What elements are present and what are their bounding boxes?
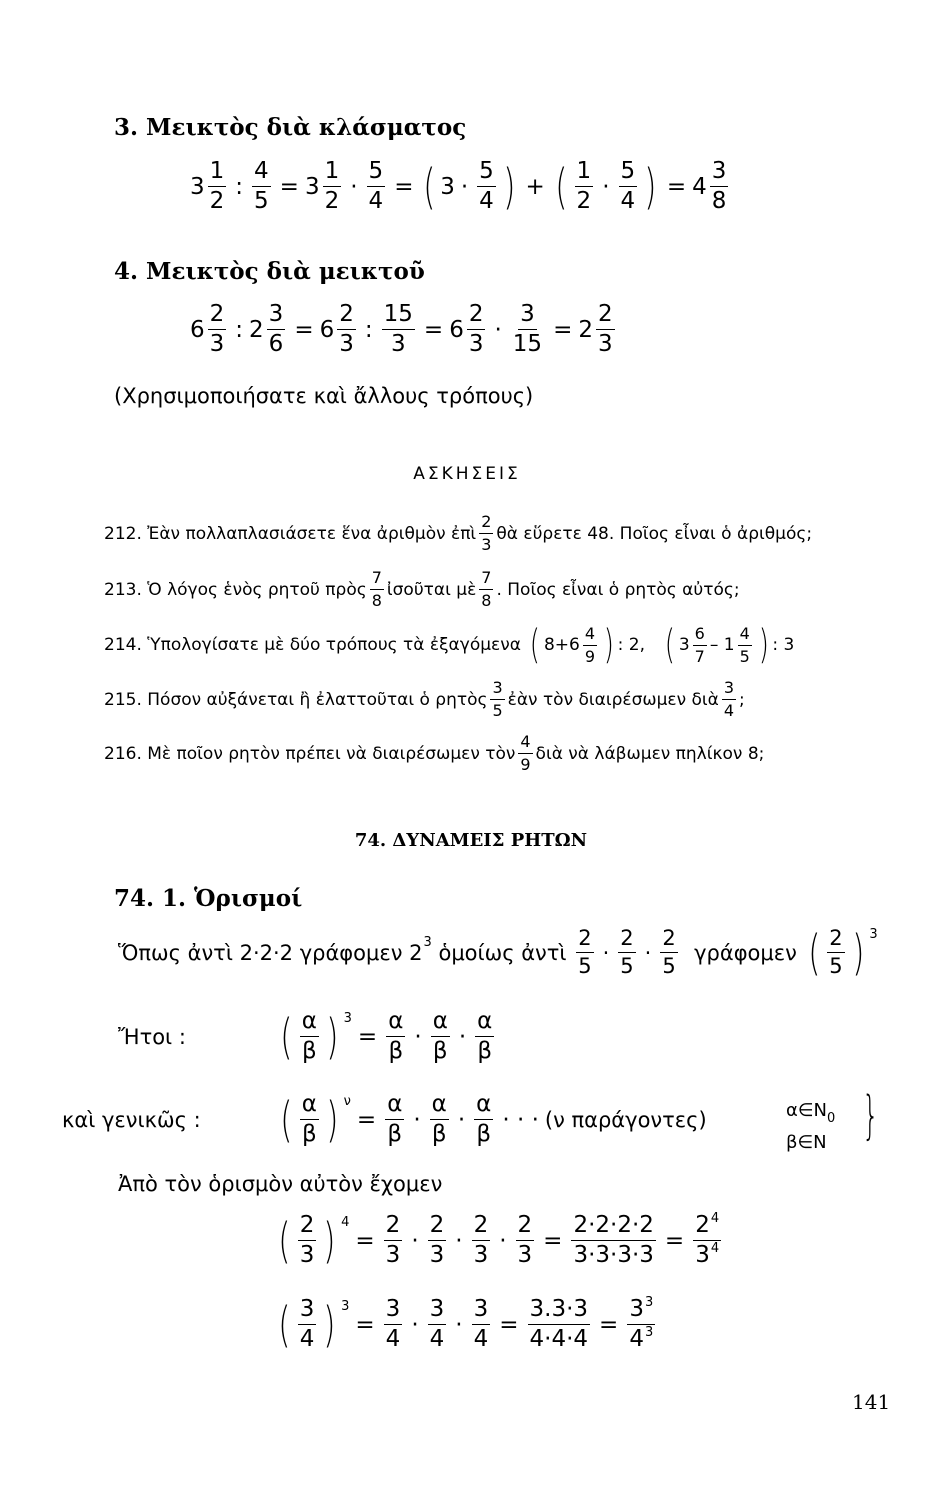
- fraction: $\frac{\alpha}{\beta}$: [432, 1008, 448, 1064]
- equals-sign: =: [394, 173, 414, 200]
- whole-number: 6: [449, 316, 464, 343]
- fraction: $\frac{5}{4}$: [620, 158, 636, 214]
- operator: :: [235, 316, 244, 343]
- fraction: $\frac{2}{3}$: [299, 1212, 315, 1268]
- definition-line: [118, 924, 878, 981]
- equals-sign: =: [664, 1227, 685, 1254]
- equals-sign: =: [423, 316, 444, 343]
- fraction: $\frac{\alpha}{\beta}$: [301, 1091, 317, 1147]
- fraction: $\frac{\alpha}{\beta}$: [476, 1091, 492, 1147]
- equation-mixed-by-mixed: [190, 303, 618, 356]
- general-equation: [62, 1093, 707, 1146]
- example-two-thirds-fourth: [274, 1211, 724, 1269]
- condition-alpha: $\alpha\in N_0$: [786, 1100, 836, 1126]
- fraction: $\frac{2}{3}$: [481, 512, 492, 554]
- section-74-1-title: 74. 1. Ὁρισμοί: [114, 885, 303, 912]
- whole-number: 2: [249, 316, 264, 343]
- fraction: $\frac{15}{3}$: [383, 301, 413, 357]
- fraction: $\frac{3}{6}$: [268, 301, 284, 357]
- fraction: $\frac{3}{4}$: [385, 1296, 401, 1352]
- fraction: $\frac{3}{4}$: [473, 1296, 489, 1352]
- fraction: $\frac{7}{8}$: [481, 568, 492, 610]
- fraction: $\frac{2}{5}$: [662, 926, 676, 978]
- fraction: $\frac{2}{5}$: [578, 926, 592, 978]
- fraction: $\frac{\alpha}{\beta}$: [431, 1091, 447, 1147]
- right-brace: }: [862, 1086, 879, 1146]
- operator: ·: [457, 1106, 466, 1133]
- number: 3: [440, 173, 455, 200]
- equals-sign: =: [357, 1023, 378, 1050]
- fraction: $\frac{\alpha}{\beta}$: [387, 1091, 403, 1147]
- operator: ·: [602, 173, 610, 200]
- fraction: $\frac{2\cdot 2\cdot 2\cdot 2}{3\cdot 3\cdot 3\cdot 3}$: [573, 1212, 654, 1268]
- operator: :: [235, 173, 244, 200]
- exercise-text: Πόσον αὐξάνεται ἢ ἐλαττοῦται ὁ ρητὸς: [147, 689, 488, 710]
- hitoi-label: Ἤτοι :: [118, 1024, 186, 1049]
- hitoi-equation: [118, 1010, 497, 1063]
- fraction: $\frac{5}{4}$: [479, 158, 494, 214]
- general-label: καὶ γενικῶς :: [62, 1107, 201, 1132]
- from-definition-text: Ἀπὸ τὸν ὁρισμὸν αὐτὸν ἔχομεν: [118, 1172, 443, 1196]
- whole-number: 2: [578, 316, 593, 343]
- operator: ·: [411, 1311, 419, 1338]
- exercise-text: ;: [739, 689, 745, 710]
- exercise-text: Μὲ ποῖον ρητὸν πρέπει νὰ διαιρέσωμεν τὸν: [147, 743, 516, 764]
- fraction: $\frac{4}{9}$: [520, 732, 531, 774]
- exercise-text: διὰ νὰ λάβωμεν πηλίκον 8;: [535, 743, 765, 764]
- conditions: [786, 1096, 835, 1158]
- operator: ·: [499, 1227, 507, 1254]
- fraction: $\frac{3}{8}$: [711, 158, 727, 214]
- left-paren: (: [555, 158, 568, 215]
- fraction: $\frac{3.3\cdot 3}{4\cdot 4\cdot 4}$: [529, 1296, 589, 1352]
- whole-number: 3: [190, 173, 205, 200]
- left-paren: (: [280, 1008, 293, 1065]
- operator: +: [525, 173, 545, 200]
- operator: ·: [460, 173, 469, 200]
- fraction: $\frac{7}{8}$: [371, 568, 382, 610]
- definition-text: γράφομεν: [694, 940, 797, 965]
- equals-sign: =: [553, 316, 573, 343]
- right-paren: ): [603, 622, 614, 668]
- operator: ·: [455, 1227, 463, 1254]
- left-paren: (: [280, 1091, 293, 1148]
- section-4-title: 4. Μεικτὸς διὰ μεικτοῦ: [114, 258, 425, 285]
- exercise-number: 213.: [104, 579, 142, 600]
- expression: 3: [678, 635, 690, 655]
- fraction: $\frac{2}{3}$: [597, 301, 613, 357]
- equals-sign: =: [355, 1311, 375, 1338]
- left-paren: (: [807, 924, 820, 981]
- equals-sign: =: [279, 173, 299, 200]
- right-paren: ): [758, 622, 769, 668]
- fraction: $\frac{2}{3}$: [385, 1212, 401, 1268]
- exercise-216: [104, 734, 764, 773]
- exercise-text: Ἐὰν πολλαπλασιάσετε ἕνα ἀριθμὸν ἐπὶ: [147, 523, 477, 544]
- ellipsis: · · ·: [502, 1106, 539, 1133]
- fraction: $\frac{1}{2}$: [324, 158, 340, 214]
- definition-text: Ὅπως ἀντὶ 2·2·2 γράφομεν 2: [118, 940, 423, 965]
- exercise-214: [104, 622, 795, 668]
- operator: ·: [458, 1023, 467, 1050]
- expression: – 1: [709, 635, 735, 655]
- expression: : 2,: [617, 635, 645, 655]
- left-paren: (: [664, 622, 676, 668]
- whole-number: 3: [304, 173, 320, 200]
- operator: :: [364, 316, 373, 343]
- exercise-text: θὰ εὕρετε 48. Ποῖος εἶναι ὁ ἀριθμός;: [496, 523, 813, 544]
- operator: ·: [414, 1023, 422, 1050]
- chapter-74-title: 74. ΔΥΝΑΜΕΙΣ ΡΗΤΩΝ: [354, 830, 588, 851]
- equals-sign: =: [355, 1227, 375, 1254]
- exercise-number: 215.: [104, 689, 142, 710]
- operator: ·: [494, 316, 502, 343]
- exponent: 3: [343, 1011, 352, 1026]
- exercise-number: 212.: [104, 523, 142, 544]
- right-paren: ): [326, 1091, 339, 1148]
- operator: ·: [411, 1227, 419, 1254]
- right-paren: ): [326, 1008, 339, 1065]
- equals-sign: =: [666, 173, 687, 200]
- fraction: $\frac{4}{5}$: [739, 623, 750, 666]
- fraction: $\frac{1}{2}$: [576, 158, 592, 214]
- page-number-text: 141: [852, 1390, 891, 1414]
- section-74-1-heading: [114, 885, 302, 912]
- fraction: $\frac{3}{15}$: [512, 301, 543, 357]
- equals-sign: =: [599, 1311, 619, 1338]
- section-4-heading: [114, 258, 425, 285]
- factors-note: (ν παράγοντες): [544, 1107, 707, 1132]
- page-number: [852, 1390, 890, 1414]
- right-paren: ): [323, 1296, 336, 1353]
- equals-sign: =: [356, 1106, 377, 1133]
- exercises-heading: [0, 464, 938, 484]
- exercise-number: 216.: [104, 743, 142, 764]
- fraction: $\frac{6}{7}$: [694, 623, 705, 666]
- fraction: $\frac{2}{5}$: [829, 926, 843, 978]
- fraction: $\frac{3}{4}$: [723, 678, 735, 720]
- fraction: $\frac{3}{4}$: [429, 1296, 445, 1352]
- left-paren: (: [278, 1296, 291, 1353]
- operator: ·: [602, 940, 610, 965]
- fraction: $\frac{4}{9}$: [584, 623, 596, 666]
- fraction: $\frac{2}{3}$: [339, 301, 354, 357]
- whole-number: 6: [190, 316, 205, 343]
- fraction: $\frac{3}{5}$: [492, 678, 503, 720]
- alternative-methods-note: [114, 384, 533, 408]
- fraction: $\frac{2}{3}$: [517, 1212, 533, 1268]
- operator: ·: [413, 1106, 421, 1133]
- exponent: 3: [869, 927, 878, 942]
- fraction: $\frac{\alpha}{\beta}$: [477, 1008, 493, 1064]
- left-paren: (: [530, 622, 541, 668]
- exercise-215: [104, 680, 745, 719]
- exercise-213: [104, 570, 740, 609]
- fraction: $\frac{2}{3}$: [473, 1212, 489, 1268]
- section-3-title: 3. Μεικτὸς διὰ κλάσματος: [114, 114, 467, 141]
- fraction: $\frac{5}{4}$: [368, 158, 384, 214]
- condition-beta: β∈N: [786, 1132, 827, 1153]
- exercise-text: Ὑπολογίσατε μὲ δύο τρόπους τὰ ἐξαγόμενα: [147, 635, 521, 655]
- from-definition-line: [118, 1172, 442, 1196]
- expression: : 3: [772, 635, 795, 655]
- fraction: $\frac{\alpha}{\beta}$: [388, 1008, 404, 1064]
- chapter-74-heading: [0, 830, 942, 851]
- exercise-number: 214.: [104, 635, 142, 655]
- equals-sign: =: [543, 1227, 563, 1254]
- exponent: 3: [341, 1299, 350, 1314]
- exercise-text: Ὁ λόγος ἑνὸς ρητοῦ πρὸς: [147, 579, 367, 600]
- whole-number: 4: [692, 173, 707, 200]
- example-three-fourths-cubed: [274, 1295, 658, 1353]
- right-paren: ): [503, 158, 516, 215]
- equation-mixed-by-fraction: [190, 160, 731, 213]
- section-3-heading: [114, 114, 466, 141]
- equals-sign: =: [294, 316, 314, 343]
- fraction: $\frac{4}{5}$: [254, 158, 269, 214]
- expression: 8+6: [543, 635, 580, 655]
- note-text: (Χρησιμοποιήσατε καὶ ἄλλους τρόπους): [114, 384, 534, 408]
- operator: ·: [350, 173, 358, 200]
- fraction: $\frac{2}{3}$: [209, 301, 225, 357]
- left-paren: (: [278, 1212, 291, 1269]
- exercise-text: ἐὰν τὸν διαιρέσωμεν διὰ: [507, 689, 719, 710]
- definition-text: ὁμοίως ἀντὶ: [438, 940, 567, 965]
- right-paren: ): [323, 1212, 336, 1269]
- fraction: $\frac{3^3}{4^3}$: [629, 1295, 654, 1352]
- exercise-text: ἰσοῦται μὲ: [386, 579, 477, 600]
- fraction: $\frac{2}{5}$: [620, 926, 634, 978]
- operator: ·: [455, 1311, 463, 1338]
- right-paren: ): [644, 158, 657, 215]
- left-paren: (: [423, 158, 436, 215]
- exponent: 4: [341, 1215, 350, 1230]
- operator: ·: [644, 940, 652, 965]
- fraction: $\frac{2^4}{3^4}$: [695, 1211, 720, 1268]
- fraction: $\frac{2}{3}$: [468, 301, 484, 357]
- exponent: 3: [423, 935, 432, 950]
- exponent: ν: [343, 1094, 351, 1109]
- fraction: $\frac{1}{2}$: [209, 158, 225, 214]
- fraction: $\frac{3}{4}$: [299, 1296, 315, 1352]
- whole-number: 6: [319, 316, 335, 343]
- exercise-212: [104, 514, 812, 553]
- equals-sign: =: [499, 1311, 519, 1338]
- exercises-title: ΑΣΚΗΣΕΙΣ: [413, 464, 521, 484]
- fraction: $\frac{2}{3}$: [429, 1212, 445, 1268]
- fraction: $\frac{\alpha}{\beta}$: [301, 1008, 317, 1064]
- exercise-text: . Ποῖος εἶναι ὁ ρητὸς αὐτός;: [496, 579, 740, 600]
- right-paren: ): [851, 924, 865, 981]
